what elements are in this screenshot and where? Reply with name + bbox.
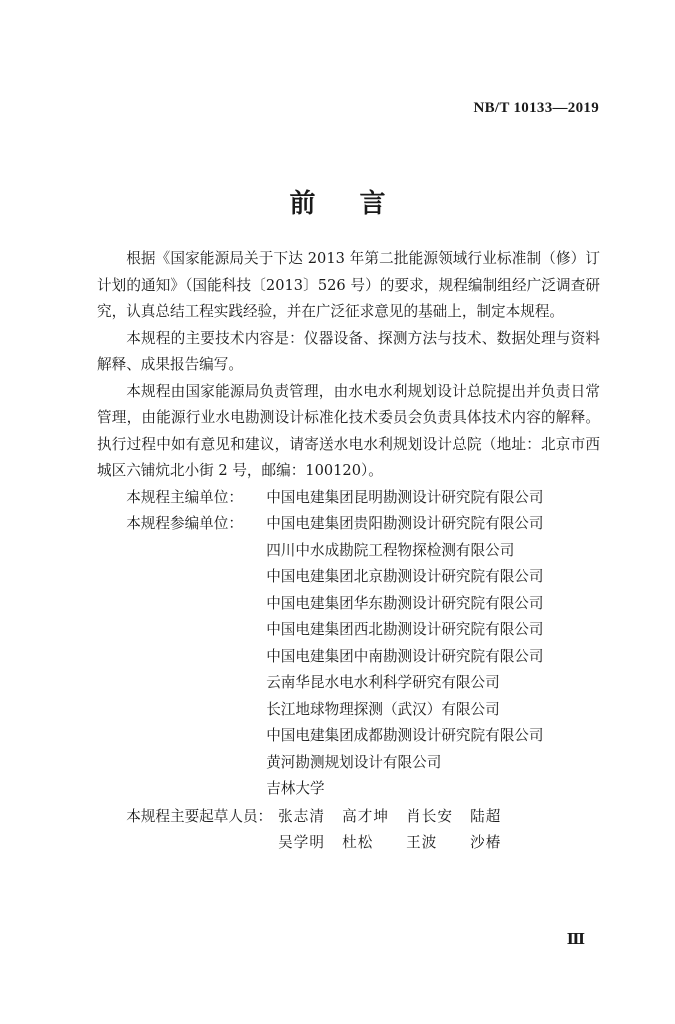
drafters-names xyxy=(278,804,534,857)
participating-unit: 中国电建集团中南勘测设计研究院有限公司 xyxy=(266,647,544,665)
participating-unit: 中国电建集团贵阳勘测设计研究院有限公司 xyxy=(266,515,544,532)
participating-unit: 吉林大学 xyxy=(266,780,325,797)
drafter-name: 王波 xyxy=(406,834,438,851)
chief-unit-name: 中国电建集团昆明勘测设计研究院有限公司 xyxy=(266,488,544,506)
participating-unit: 长江地球物理探测（武汉）有限公司 xyxy=(266,700,500,718)
standard-number: NB/T 10133—2019 xyxy=(473,100,599,116)
drafter-name: 张志清 xyxy=(278,807,325,825)
drafter-name: 吴学明 xyxy=(278,834,325,851)
drafter-name: 陆超 xyxy=(470,807,502,825)
participating-unit: 云南华昆水电水利科学研究有限公司 xyxy=(266,674,500,691)
drafters-row xyxy=(97,804,600,857)
drafter-name: 沙椿 xyxy=(470,834,502,851)
page-title: 前言 xyxy=(289,189,430,219)
participating-unit: 中国电建集团成都勘测设计研究院有限公司 xyxy=(266,727,544,744)
drafter-name: 杜松 xyxy=(342,834,374,851)
paragraph-basis: 根据《国家能源局关于下达 2013 年第二批能源领域行业标准制（修）订计划的通知》（国能科技〔2013〕526 号）的要求，规程编制组经广泛调查研究，认真总结工程实践经验，并在广泛征求意见的基础上，制定本规程。 xyxy=(97,250,600,320)
participating-unit: 中国电建集团华东勘测设计研究院有限公司 xyxy=(266,594,544,612)
participating-unit: 中国电建集团北京勘测设计研究院有限公司 xyxy=(266,568,544,585)
foreword-body xyxy=(97,246,600,857)
chief-unit-row xyxy=(97,485,600,512)
chief-unit-label: 本规程主编单位： xyxy=(126,488,243,506)
paragraph-main-content: 本规程的主要技术内容是：仪器设备、探测方法与技术、数据处理与资料解释、成果报告编写。 xyxy=(97,329,600,373)
participating-unit: 四川中水成勘院工程物探检测有限公司 xyxy=(266,541,515,559)
participating-unit: 黄河勘测规划设计有限公司 xyxy=(266,753,442,771)
drafter-name: 肖长安 xyxy=(406,807,453,825)
participating-units-list xyxy=(266,511,543,803)
page-number: Ⅲ xyxy=(566,932,585,948)
drafter-name: 高才坤 xyxy=(342,807,389,825)
participating-units-label: 本规程参编单位： xyxy=(126,515,243,532)
participating-unit: 中国电建集团西北勘测设计研究院有限公司 xyxy=(266,621,544,638)
drafters-label: 本规程主要起草人员： xyxy=(126,807,273,825)
paragraph-management: 本规程由国家能源局负责管理，由水电水利规划设计总院提出并负责日常管理，由能源行业水电勘测设计标准化技术委员会负责具体技术内容的解释。执行过程中如有意见和建议，请寄送水电水利规划设计总院（地址：北京市西城区六铺炕北小街 2 号，邮编：100120）。 xyxy=(97,382,600,479)
participating-units-row xyxy=(97,511,600,803)
